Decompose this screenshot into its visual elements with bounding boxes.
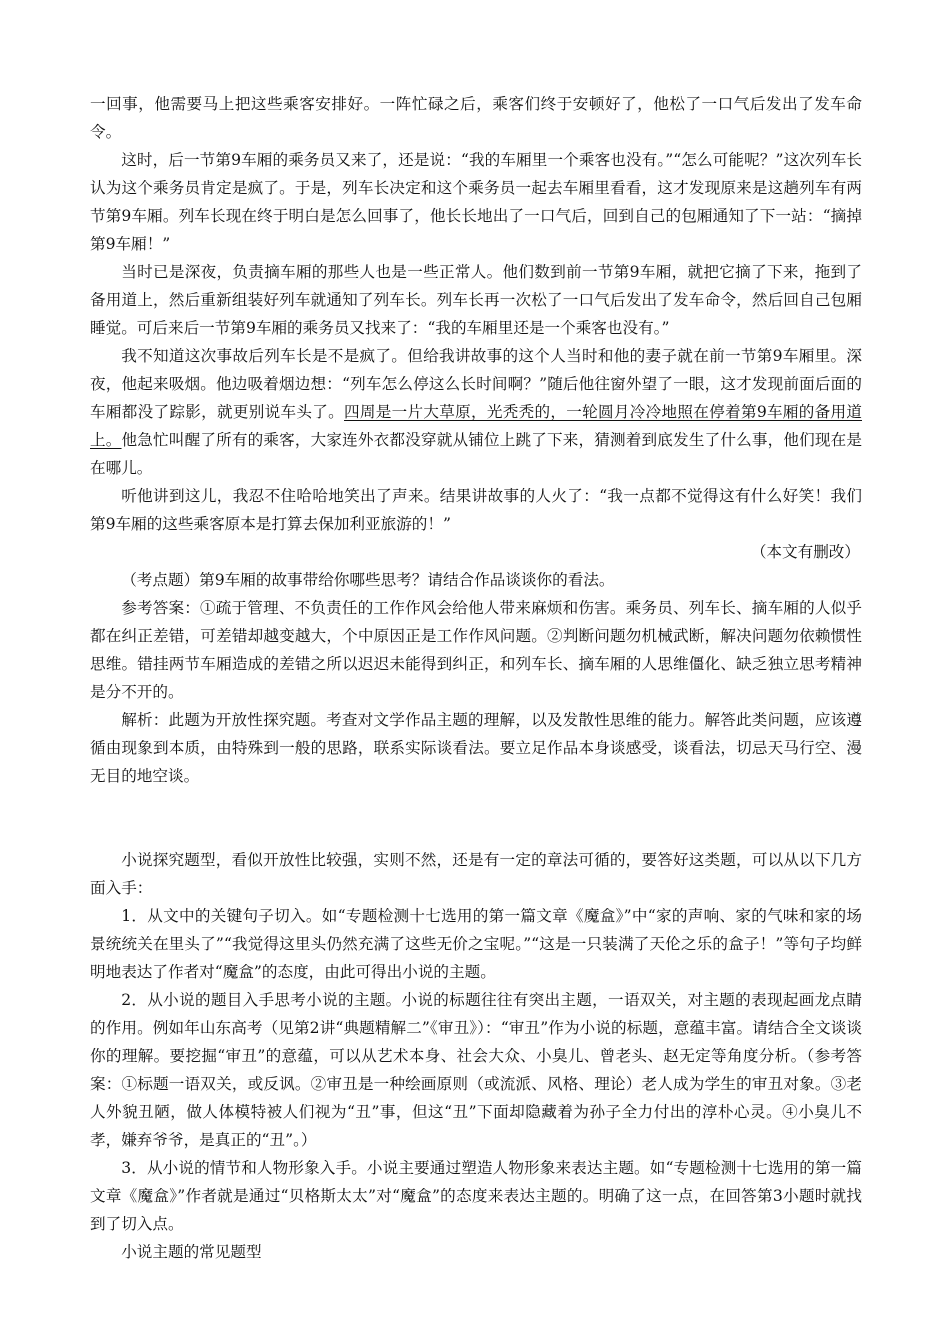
story-paragraph: 当时已是深夜，负责摘车厢的那些人也是一些正常人。他们数到前一节第9车厢，就把它摘了下来，拖到了备用道上，然后重新组装好列车就通知了列车长。列车长再一次松了一口气后发出了发车命令，然后回自己包厢睡觉。可后来后一节第9车厢的乘务员又找来了：“我的车厢里还是一个乘客也没有。” xyxy=(90,263,862,337)
guide-point: 2．从小说的题目入手思考小说的主题。小说的标题往往有突出主题，一语双关，对主题的表现起画龙点睛的作用。例如年山东高考（见第2讲“典题精解二”《审丑》）：“审丑”作为小说的标题，意蕴丰富。请结合全文谈谈你的理解。要挖掘“审丑”的意蕴，可以从艺术本身、社会大众、小臭儿、曾老头、赵无定等角度分析。（参考答案：①标题一语双关，或反讽。②审丑是一种绘画原则（或流派、风格、理论）老人成为学生的审丑对象。③老人外貌丑陋，做人体模特被人们视为“丑”事，但这“丑”下面却隐藏着为孙子全力付出的淳朴心灵。④小臭儿不孝，嫌弃爷爷，是真正的“丑”。） xyxy=(90,991,862,1149)
guide-intro: 小说探究题型，看似开放性比较强，实则不然，还是有一定的章法可循的，要答好这类题，可以从以下几方面入手： xyxy=(90,851,862,897)
guide-point: 1．从文中的关键句子切入。如“专题检测十七选用的第一篇文章《魔盒》”中“家的声响、家的气味和家的场景统统关在里头了”“我觉得这里头仍然充满了这些无价之宝呢。”“这是一只装满了天伦之乐的盒子！”等句子均鲜明地表达了作者对“魔盒”的态度，由此可得出小说的主题。 xyxy=(90,907,862,981)
story-text: 他急忙叫醒了所有的乘客，大家连外衣都没穿就从铺位上跳了下来，猜测着到底发生了什么事，他们现在是在哪儿。 xyxy=(90,431,862,477)
story-paragraph: 这时，后一节第9车厢的乘务员又来了，还是说：“我的车厢里一个乘客也没有。”“怎么可能呢？”这次列车长认为这个乘务员肯定是疯了。于是，列车长决定和这个乘务员一起去车厢里看看，这才发现原来是这趟列车有两节第9车厢。列车长现在终于明白是怎么回事了，他长长地出了一口气后，回到自己的包厢通知了下一站：“摘掉第9车厢！” xyxy=(90,151,862,253)
question-prompt: （考点题）第9车厢的故事带给你哪些思考？请结合作品谈谈你的看法。 xyxy=(121,571,615,589)
source-note: （本文有删改） xyxy=(750,543,860,561)
story-paragraph xyxy=(90,342,862,482)
story-paragraph: 听他讲到这儿，我忍不住哈哈地笑出了声来。结果讲故事的人火了：“我一点都不觉得这有什么好笑！我们第9车厢的这些乘客原本是打算去保加利亚旅游的！” xyxy=(90,487,862,533)
story-paragraph: 一回事，他需要马上把这些乘客安排好。一阵忙碌之后，乘客们终于安顿好了，他松了一口气后发出了发车命令。 xyxy=(90,95,862,141)
section-spacer xyxy=(90,790,862,846)
reference-answer: 参考答案：①疏于管理、不负责任的工作作风会给他人带来麻烦和伤害。乘务员、列车长、摘车厢的人似乎都在纠正差错，可差错却越变越大，个中原因正是工作作风问题。②判断问题勿机械武断，解决问题勿依赖惯性思维。错挂两节车厢造成的差错之所以迟迟未能得到纠正，和列车长、摘车厢的人思维僵化、缺乏独立思考精神是分不开的。 xyxy=(90,599,862,701)
section-heading: 小说主题的常见题型 xyxy=(121,1243,262,1261)
answer-analysis: 解析：此题为开放性探究题。考查对文学作品主题的理解，以及发散性思维的能力。解答此类问题，应该遵循由现象到本质，由特殊到一般的思路，联系实际谈看法。要立足作品本身谈感受，谈看法，切忌天马行空、漫无目的地空谈。 xyxy=(90,711,862,785)
story-text: 我不知道这次事故后列车长是不是疯了。但给我讲故事的这个人当时和他的妻子就在前一节第9车厢里。深夜，他起来吸烟。他边吸着烟边想：“列车怎么停这么长时间啊？”随后他往窗外望了一眼，这才发现前面后面的车厢都没了踪影，就更别说车头了。 xyxy=(90,347,862,421)
document-page xyxy=(90,90,862,1266)
guide-point: 3．从小说的情节和人物形象入手。小说主要通过塑造人物形象来表达主题。如“专题检测十七选用的第一篇文章《魔盒》”作者就是通过“贝格斯太太”对“魔盒”的态度来表达主题的。明确了这一点，在回答第3小题时就找到了切入点。 xyxy=(90,1159,862,1233)
underlined-sentence: 四周是一片大草原，光秃秃的，一轮圆月冷冷地照在停着第9车厢的备用道上。 xyxy=(90,403,862,449)
